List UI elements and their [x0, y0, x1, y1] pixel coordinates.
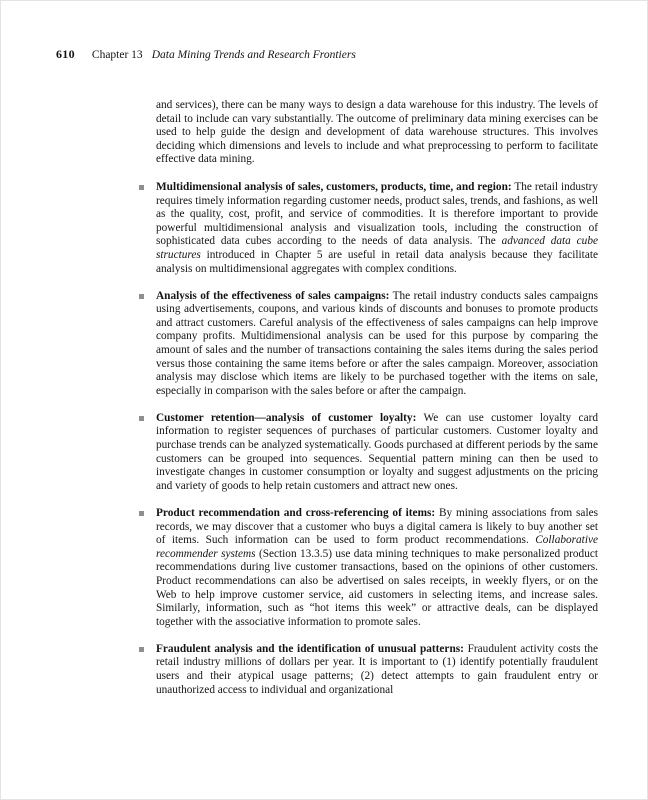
list-item: [156, 507, 598, 629]
chapter-title: Data Mining Trends and Research Frontiers: [151, 49, 356, 61]
bullet-square-icon: [139, 647, 144, 652]
bullet-heading: Multidimensional analysis of sales, customers, products, time, and region:: [156, 180, 512, 193]
bullet-text: (Section 13.3.5) use data mining techniques to make personalized product recommendations during live customer transactions, based on the opinions of other customers. Product recommendations can also be advertised on sales receipts, in weekly flyers, or on the Web to help improve customer service, aid customers in selecting items, and increase sales. Similarly, information, such as “hot items this week” or attractive deals, can be displayed together with the associative information to promote sales.: [156, 547, 598, 628]
bullet-square-icon: [139, 416, 144, 421]
list-item: [156, 181, 598, 276]
bullet-text: The retail industry requires timely information regarding customer needs, product sales, trends, and fashions, as well as the quality, cost, profit, and service of commodities. It is therefore important to provide powerful multidimensional analysis and visualization tools, including the construction of sophisticated data cubes according to the needs of data analysis. The: [156, 180, 598, 248]
list-item: [156, 412, 598, 494]
bullet-text-italic: Collaborative recommender systems: [156, 534, 598, 560]
page-body: [156, 99, 598, 697]
page-number: 610: [56, 47, 75, 61]
bullet-text: introduced in Chapter 5 are useful in retail data analysis because they facilitate analysis on multidimensional aggregates with complex conditions.: [156, 248, 598, 275]
chapter-label: Chapter 13: [91, 49, 143, 61]
bullet-text: The retail industry conducts sales campaigns using advertisements, coupons, and various kinds of discounts and bonuses to promote products and attract customers. Careful analysis of the effectiveness of sales campaigns can help improve company profits. Multidimensional analysis can be used for this purpose by comparing the amount of sales and the number of transactions containing the sales items during the sales period versus those containing the same items before or after the sales campaign. Moreover, association analysis may disclose which items are likely to be purchased together with the items on sale, especially in comparison with the sales before or after the campaign.: [156, 289, 598, 397]
bullet-square-icon: [139, 511, 144, 516]
page-header: [56, 47, 597, 62]
bullet-text-italic: advanced data cube structures: [156, 235, 598, 261]
bullet-heading: Customer retention—analysis of customer loyalty:: [156, 411, 417, 424]
bullet-text: Fraudulent activity costs the retail industry millions of dollars per year. It is important to (1) identify potentially fraudulent users and their atypical usage patterns; (2) detect attempts to gain fraudulent entry or unauthorized access to individual and organizational: [156, 642, 598, 696]
bullet-heading: Fraudulent analysis and the identification of unusual patterns:: [156, 642, 464, 655]
bullet-list: [156, 181, 598, 697]
bullet-text: By mining associations from sales records, we may discover that a customer who buys a digital camera is likely to buy another set of items. Such information can be used to form product recommendations.: [156, 506, 598, 547]
bullet-heading: Analysis of the effectiveness of sales campaigns:: [156, 289, 390, 302]
intro-paragraph: and services), there can be many ways to design a data warehouse for this industry. The levels of detail to include can vary substantially. The outcome of preliminary data mining exercises can be used to help guide the design and development of data warehouse structures. This involves deciding which dimensions and levels to include and what preprocessing to perform to facilitate effective data mining.: [156, 99, 598, 166]
bullet-text: We can use customer loyalty card information to register sequences of purchases of particular customers. Customer loyalty and purchase trends can be analyzed systematically. Goods purchased at different periods by the same customers can be grouped into sequences. Sequential pattern mining can then be used to investigate changes in customer consumption or loyalty and suggest adjustments on the pricing and variety of goods to help retain customers and attract new ones.: [156, 411, 598, 492]
list-item: [156, 290, 598, 399]
bullet-square-icon: [139, 185, 144, 190]
bullet-heading: Product recommendation and cross-referencing of items:: [156, 506, 436, 519]
bullet-square-icon: [139, 294, 144, 299]
list-item: [156, 643, 598, 697]
